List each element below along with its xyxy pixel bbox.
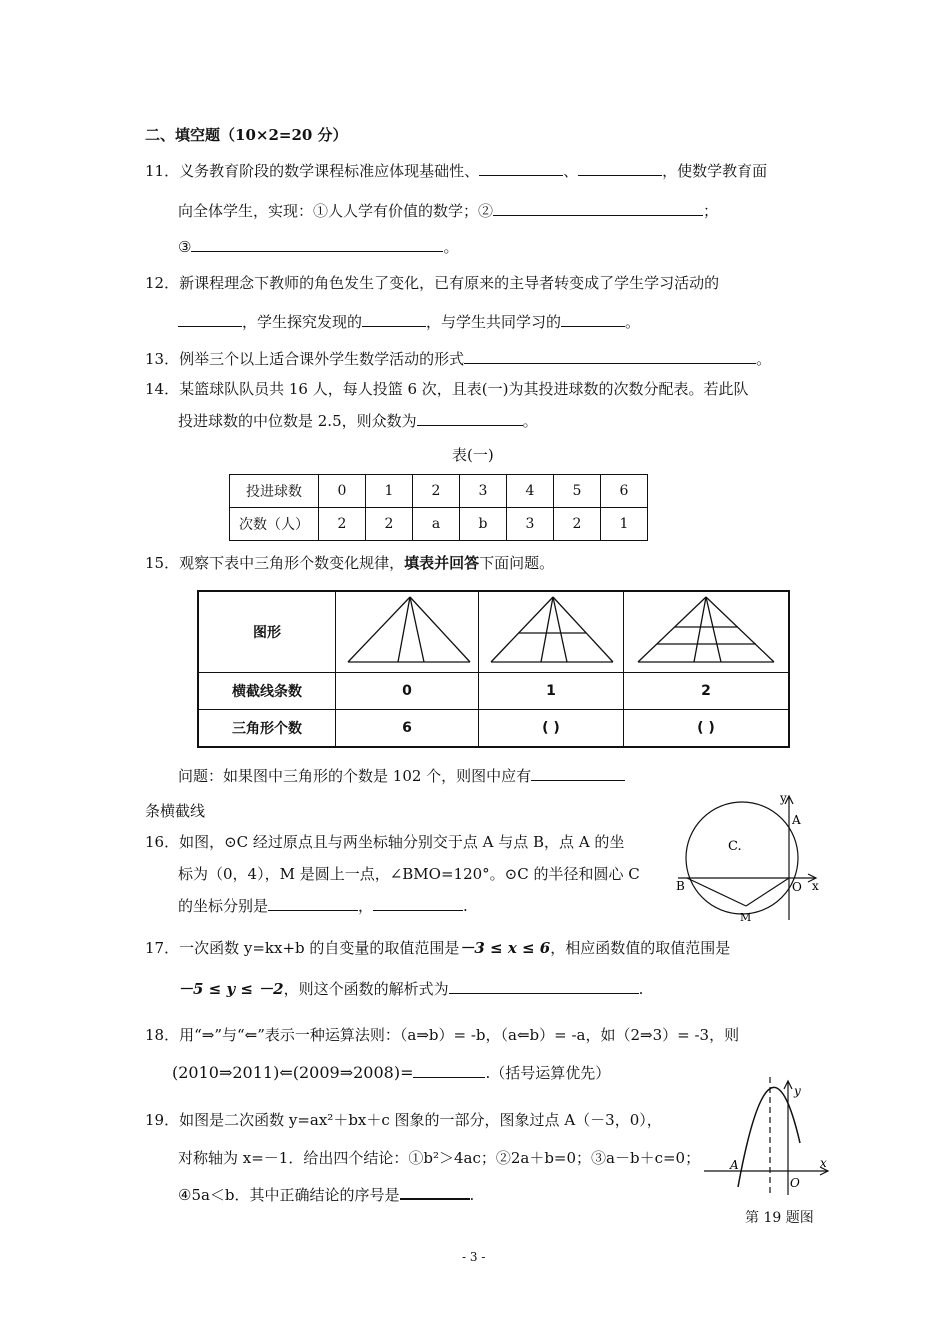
q18-line1: 18．用“⇒”与“⇐”表示一种运算法则：（a⇒b）= -b，（a⇐b）= -a，如（2⇒3）= -3，则 (145, 1026, 740, 1044)
table1-row-count (230, 508, 648, 541)
q11-blank-4[interactable] (191, 237, 443, 252)
q19-line2: 对称轴为 x=－1．给出四个结论：①b²＞4ac；②2a＋b=0；③a－b＋c=0； (178, 1149, 701, 1167)
fig16-label-x: x (812, 879, 819, 893)
table1-cell: 投进球数 (230, 475, 319, 508)
q14-line2: 投进球数的中位数是 2.5，则众数为 。 (178, 412, 538, 430)
fig16-label-o: O (792, 880, 802, 894)
triangle-figure-1 (479, 591, 624, 673)
fig16-label-y: y (780, 791, 787, 805)
q11-blank-2[interactable] (578, 161, 662, 176)
table1-cell: b (460, 508, 507, 541)
q11-blank-1[interactable] (479, 161, 563, 176)
segment-om (746, 878, 789, 906)
q13-line: 13．例举三个以上适合课外学生数学活动的形式 。 (145, 350, 772, 368)
table2-label: 三角形个数 (198, 710, 336, 748)
q19-line3: ④5a＜b．其中正确结论的序号是 . (178, 1186, 475, 1204)
parabola-figure (700, 1075, 832, 1197)
table2-cell: 2 (624, 673, 790, 710)
triangle-0-svg (336, 592, 478, 668)
q17-line1: 17．一次函数 y=kx+b 的自变量的取值范围是－3 ≤ x ≤ 6，相应函数值的取值范围是 (145, 939, 731, 957)
table2-label: 图形 (198, 591, 336, 673)
q15-line: 15．观察下表中三角形个数变化规律，填表并回答下面问题。 (145, 554, 555, 572)
table1-cell: 2 (554, 508, 601, 541)
triangle-2-svg (624, 592, 788, 668)
q11-line1: 11．义务教育阶段的数学课程标准应体现基础性、 、 ，使数学教育面 (145, 162, 768, 180)
q18-line2: (2010⇒2011)⇐(2009⇒2008)= .（括号运算优先） (172, 1063, 611, 1082)
table1-cell: 3 (460, 475, 507, 508)
q11-line3: ③ 。 (178, 238, 459, 256)
triangle-figure-2 (624, 591, 790, 673)
page-number: - 3 - (462, 1250, 486, 1264)
parabola-curve (738, 1087, 800, 1187)
q14-line1: 14．某篮球队队员共 16 人，每人投篮 6 次，且表(一)为其投进球数的次数分配表。若此队 (145, 380, 749, 398)
table1-row-shots (230, 475, 648, 508)
table2-label: 横截线条数 (198, 673, 336, 710)
fig16-label-c: C. (728, 839, 742, 854)
q11-blank-3[interactable] (493, 201, 703, 216)
q12-blank-1[interactable] (178, 312, 242, 327)
table1-cell: 0 (319, 475, 366, 508)
table1-cell: 2 (319, 508, 366, 541)
table2-cell: 0 (336, 673, 479, 710)
q12-blank-3[interactable] (561, 312, 625, 327)
table1-cell: 次数（人） (230, 508, 319, 541)
table1-caption: 表(一) (452, 446, 494, 464)
q12-blank-2[interactable] (362, 312, 426, 327)
table1-cell: 6 (601, 475, 648, 508)
q16-line3: 的坐标分别是 ， . (178, 897, 468, 915)
fig19-label-x: x (820, 1156, 827, 1170)
circle-figure (676, 790, 826, 925)
table1-cell: 3 (507, 508, 554, 541)
table2-cell: 6 (336, 710, 479, 748)
q15-question-end: 条横截线 (145, 802, 206, 820)
q14-blank[interactable] (417, 411, 523, 426)
q16-line1: 16．如图，⊙C 经过原点且与两坐标轴分别交于点 A 与点 B，点 A 的坐 (145, 833, 625, 851)
table2-cell[interactable]: ( ) (479, 710, 624, 748)
table1 (229, 474, 648, 541)
table1-cell: 2 (366, 508, 413, 541)
fig19-label-y: y (794, 1084, 801, 1098)
fig19-label-o: O (790, 1176, 800, 1190)
q13-blank[interactable] (464, 349, 756, 364)
q17-blank[interactable] (449, 979, 639, 994)
q19-line1: 19．如图是二次函数 y=ax²＋bx＋c 图象的一部分，图象过点 A（－3，0）， (145, 1111, 662, 1129)
table2-cell: 1 (479, 673, 624, 710)
q11-line2: 向全体学生，实现：①人人学有价值的数学；② ； (178, 202, 719, 220)
table2-cell[interactable]: ( ) (624, 710, 790, 748)
q12-line2: ，学生探究发现的 ，与学生共同学习的 。 (178, 311, 640, 332)
q15-question: 问题：如果图中三角形的个数是 102 个，则图中应有 (178, 765, 625, 786)
q16-line2: 标为（0，4），M 是圆上一点，∠BMO=120°。⊙C 的半径和圆心 C (178, 865, 640, 883)
table1-cell: 1 (601, 508, 648, 541)
table1-cell: a (413, 508, 460, 541)
circle-c (686, 802, 798, 914)
triangle-figure-0 (336, 591, 479, 673)
table2-row-count (198, 710, 789, 748)
q15-blank[interactable] (531, 766, 625, 781)
triangle-1-svg (479, 592, 623, 668)
section-title: 二、填空题（10×2=20 分） (145, 126, 348, 144)
table1-cell: 5 (554, 475, 601, 508)
table2 (197, 590, 790, 748)
table2-row-lines (198, 673, 789, 710)
q16-blank-2[interactable] (373, 896, 463, 911)
table1-cell: 1 (366, 475, 413, 508)
segment-bm (687, 878, 746, 906)
table2-row-figure (198, 591, 789, 673)
q17-line2: －5 ≤ y ≤ －2，则这个函数的解析式为 . (178, 980, 644, 998)
q18-blank[interactable] (413, 1063, 485, 1078)
q16-blank-1[interactable] (268, 896, 358, 911)
fig16-label-m: M (740, 911, 752, 924)
q12-line1: 12．新课程理念下教师的角色发生了变化，已有原来的主导者转变成了学生学习活动的 (145, 274, 720, 292)
table1-cell: 4 (507, 475, 554, 508)
table1-cell: 2 (413, 475, 460, 508)
fig19-label-a: A (730, 1158, 739, 1172)
fig16-label-b: B (676, 879, 685, 893)
q19-blank[interactable] (400, 1184, 470, 1200)
fig19-caption: 第 19 题图 (745, 1210, 814, 1226)
fig16-label-a: A (792, 813, 801, 827)
